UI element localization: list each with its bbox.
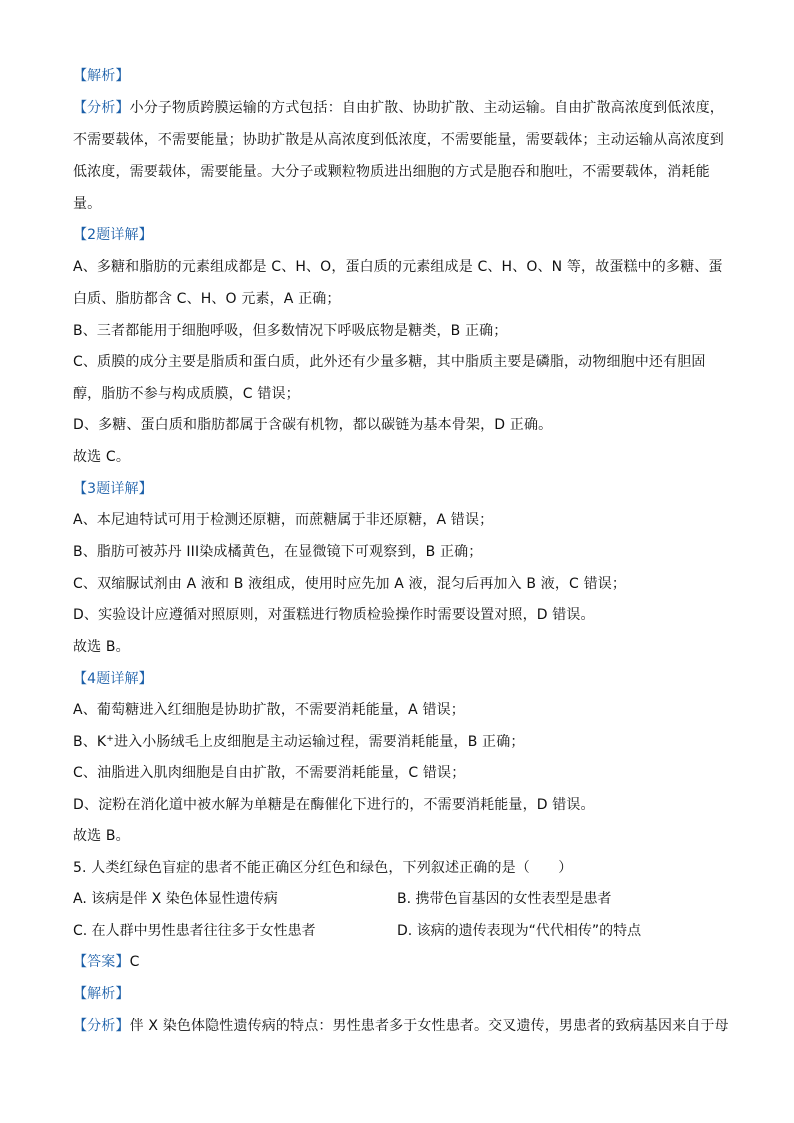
q2-option-b: B、三者都能用于细胞呼吸，但多数情况下呼吸底物是糖类，B 正确； [73, 323, 508, 339]
q2-option-a-line: 白质、脂肪都含 C、H、O 元素，A 正确； [73, 291, 341, 307]
answer-label: 【答案】 [73, 954, 130, 970]
q2-heading: 【2题详解】 [73, 227, 153, 243]
q4-conclusion: 故选 B。 [73, 828, 130, 844]
q5-analysis-text: 伴 X 染色体隐性遗传病的特点：男性患者多于女性患者。交叉遗传，男患者的致病基因来自于母 [129, 1018, 729, 1034]
q3-conclusion: 故选 B。 [73, 639, 130, 655]
q2-option-c-line: C、质膜的成分主要是脂质和蛋白质，此外还有少量多糖，其中脂质主要是磷脂，动物细胞中还有胆固 [73, 354, 706, 370]
q4-option-b-prefix: B、K [73, 734, 107, 750]
q4-option-d: D、淀粉在消化道中被水解为单糖是在酶催化下进行的，不需要消耗能量，D 错误。 [73, 797, 595, 813]
q3-heading: 【3题详解】 [73, 481, 153, 497]
analysis-text-line: 低浓度，需要载体，需要能量。大分子或颗粒物质进出细胞的方式是胞吞和胞吐，不需要载体，消耗能 [73, 164, 710, 180]
q4-option-b-text: 进入小肠绒毛上皮细胞是主动运输过程，需要消耗能量，B 正确； [113, 734, 525, 750]
analysis-text: 小分子物质跨膜运输的方式包括：自由扩散、协助扩散、主动运输。自由扩散高浓度到低浓度， [129, 100, 724, 116]
q2-option-d: D、多糖、蛋白质和脂肪都属于含碳有机物，都以碳链为基本骨架，D 正确。 [73, 417, 553, 433]
q2-option-c-line: 醇，脂肪不参与构成质膜，C 错误； [73, 386, 300, 402]
q5-answer-line [73, 952, 723, 972]
answer-value: C [129, 954, 140, 970]
q5-choice-a: A. 该病是伴 X 染色体显性遗传病 [73, 891, 278, 907]
q2-option-a-line: A、多糖和脂肪的元素组成都是 C、H、O，蛋白质的元素组成是 C、H、O、N 等，故蛋糕中的多糖、蛋 [73, 259, 723, 275]
q4-option-c: C、油脂进入肌肉细胞是自由扩散，不需要消耗能量，C 错误； [73, 765, 466, 781]
q5-analysis-label: 【分析】 [73, 1018, 130, 1034]
q5-analysis-line [73, 1016, 729, 1036]
analysis-paragraph-line [73, 98, 723, 118]
potassium-superscript: + [106, 734, 114, 744]
analysis-label: 【分析】 [73, 100, 130, 116]
q3-option-d: D、实验设计应遵循对照原则，对蛋糕进行物质检验操作时需要设置对照，D 错误。 [73, 607, 595, 623]
q3-option-b: B、脂肪可被苏丹 III染成橘黄色，在显微镜下可观察到，B 正确； [73, 544, 483, 560]
section-heading-jiexi: 【解析】 [73, 68, 130, 84]
q4-heading: 【4题详解】 [73, 671, 153, 687]
q5-jiexi-heading: 【解析】 [73, 986, 130, 1002]
q3-option-a: A、本尼迪特试可用于检测还原糖，而蔗糖属于非还原糖，A 错误； [73, 512, 494, 528]
q2-conclusion: 故选 C。 [73, 449, 130, 465]
q5-choice-d: D. 该病的遗传表现为“代代相传”的特点 [397, 923, 642, 939]
q5-choice-b: B. 携带色盲基因的女性表型是患者 [397, 891, 612, 907]
q4-option-b [73, 732, 723, 752]
q3-option-c: C、双缩脲试剂由 A 液和 B 液组成，使用时应先加 A 液，混匀后再加入 B 液，C 错误； [73, 576, 627, 592]
analysis-text-line: 量。 [73, 196, 102, 212]
q4-option-a: A、葡萄糖进入红细胞是协助扩散，不需要消耗能量，A 错误； [73, 702, 465, 718]
q5-choice-c: C. 在人群中男性患者往往多于女性患者 [73, 923, 316, 939]
analysis-text-line: 不需要载体，不需要能量；协助扩散是从高浓度到低浓度，不需要能量，需要载体；主动运输从高浓度到 [73, 132, 724, 148]
q5-stem: 5. 人类红绿色盲症的患者不能正确区分红色和绿色，下列叙述正确的是（ ） [73, 860, 573, 876]
